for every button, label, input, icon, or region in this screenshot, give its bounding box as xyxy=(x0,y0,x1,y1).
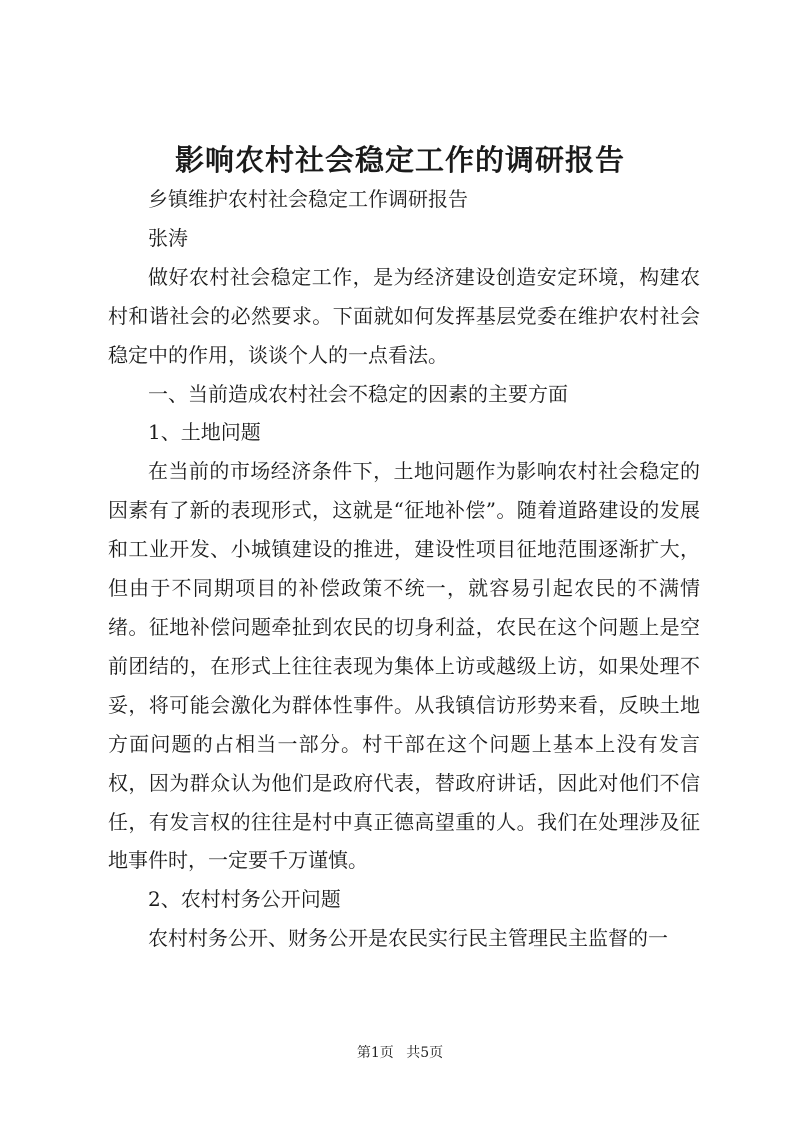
page-footer xyxy=(0,1043,800,1063)
land-issue-paragraph: 在当前的市场经济条件下，土地问题作为影响农村社会稳定的因素有了新的表现形式，这就是“征地补偿”。随着道路建设的发展和工业开发、小城镇建设的推进，建设性项目征地范围逐渐扩大，但由于不同期项目的补偿政策不统一，就容易引起农民的不满情绪。征地补偿问题牵扯到农民的切身利益，农民在这个问题上是空前团结的，在形式上往往表现为集体上访或越级上访，如果处理不妥，将可能会激化为群体性事件。从我镇信访形势来看，反映土地方面问题的占相当一部分。村干部在这个问题上基本上没有发言权，因为群众认为他们是政府代表，替政府讲话，因此对他们不信任，有发言权的往往是村中真正德高望重的人。我们在处理涉及征地事件时，一定要千万谨慎。 xyxy=(108,459,700,873)
section-heading: 一、当前造成农村社会不稳定的因素的主要方面 xyxy=(148,381,568,406)
author-paragraph: 张涛 xyxy=(148,225,188,250)
village-affairs-paragraph: 农村村务公开、财务公开是农民实行民主管理民主监督的一 xyxy=(148,926,668,951)
document-title: 影响农村社会稳定工作的调研报告 xyxy=(174,143,625,177)
subtitle-paragraph: 乡镇维护农村社会稳定工作调研报告 xyxy=(148,187,468,211)
subsection-heading-land: 1、土地问题 xyxy=(148,420,261,445)
document-body xyxy=(108,180,700,958)
intro-paragraph: 做好农村社会稳定工作，是为经济建设创造安定环境，构建农村和谐社会的必然要求。下面就如何发挥基层党委在维护农村社会稳定中的作用，谈谈个人的一点看法。 xyxy=(108,264,700,367)
page-number: 第1页 xyxy=(356,1045,394,1061)
total-pages: 共5页 xyxy=(406,1045,444,1061)
subsection-heading-village-affairs: 2、农村村务公开问题 xyxy=(148,887,341,912)
